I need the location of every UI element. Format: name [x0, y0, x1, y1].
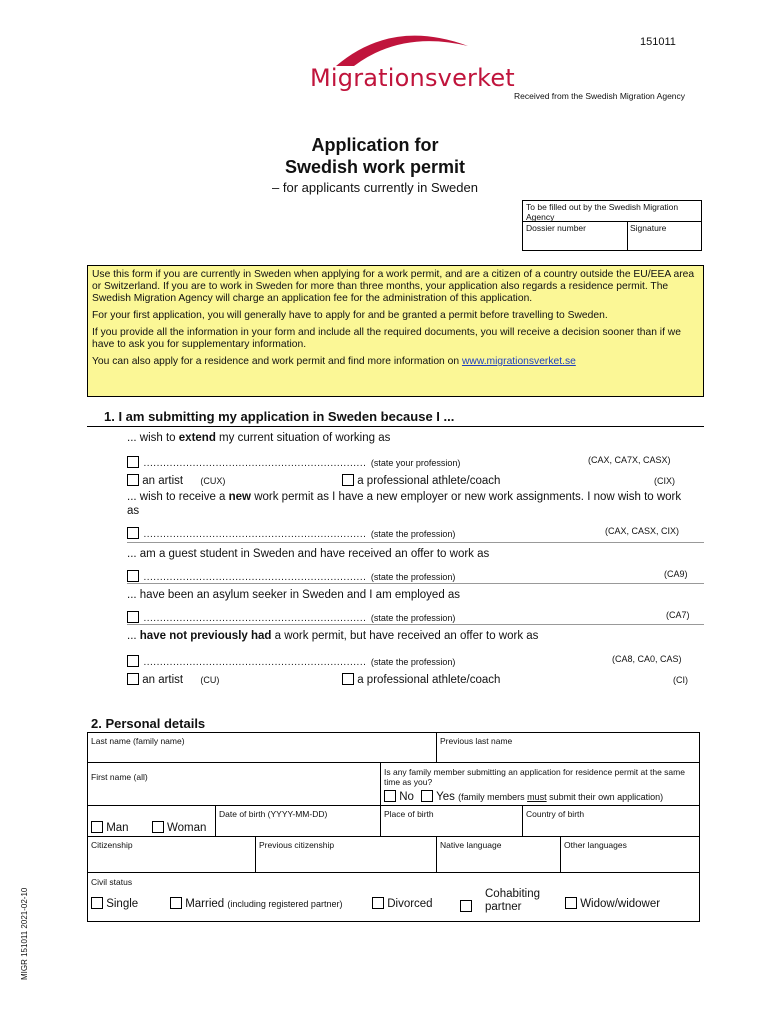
agency-box-heading: To be filled out by the Swedish Migration Agency	[526, 202, 679, 222]
form-number: 151011	[640, 36, 676, 48]
info-paragraph-4: You can also apply for a residence and work permit and find more information on www.migrationsverket.se	[92, 356, 576, 367]
not-previously-artist-row: an artist (CU)	[127, 673, 219, 686]
guest-profession-field[interactable]: ....................................................................	[143, 572, 367, 583]
not-previously-profession-field[interactable]: ....................................................................	[143, 657, 367, 668]
civil-widow: Widow/widower	[565, 897, 660, 910]
migrationsverket-link[interactable]: www.migrationsverket.se	[461, 356, 576, 367]
new-permit-heading: ... wish to receive a new work permit as I have a new employer or new work assignments. I now wish to work as	[127, 491, 682, 517]
guest-code: (CA9)	[664, 569, 688, 579]
previous-citizenship-label: Previous citizenship	[259, 840, 335, 850]
title-line-1: Application for	[311, 135, 439, 155]
extend-athlete-code: (CIX)	[654, 476, 675, 486]
logo-arc-icon	[332, 32, 472, 68]
guest-heading: ... am a guest student in Sweden and have received an offer to work as	[127, 548, 490, 560]
civil-cohabiting	[460, 897, 472, 915]
dossier-number-label: Dossier number	[526, 223, 586, 233]
signature-label: Signature	[630, 223, 667, 233]
widow-checkbox[interactable]	[565, 897, 577, 909]
page-subtitle: – for applicants currently in Sweden	[272, 180, 478, 195]
extend-artist-checkbox[interactable]	[127, 474, 139, 486]
title-line-2: Swedish work permit	[284, 157, 466, 177]
civil-married: Married (including registered partner)	[170, 897, 342, 910]
citizenship-label: Citizenship	[91, 840, 133, 850]
married-checkbox[interactable]	[170, 897, 182, 909]
not-previously-heading: ... have not previously had a work permit, but have received an offer to work as	[127, 630, 539, 642]
page-title	[200, 134, 550, 178]
family-question-label: Is any family member submitting an application for residence permit at the same time as you?	[384, 767, 685, 787]
first-name-label: First name (all)	[91, 772, 148, 782]
not-previously-checkbox[interactable]	[127, 655, 139, 667]
date-of-birth-label: Date of birth (YYYY-MM-DD)	[219, 809, 328, 819]
not-previously-codes: (CA8, CA0, CAS)	[612, 654, 682, 664]
extend-artist-row: an artist (CUX)	[127, 474, 225, 487]
asylum-heading: ... have been an asylum seeker in Sweden and I am employed as	[127, 589, 461, 601]
not-previously-athlete-code: (CI)	[673, 675, 688, 685]
country-of-birth-label: Country of birth	[526, 809, 585, 819]
guest-checkbox[interactable]	[127, 570, 139, 582]
single-checkbox[interactable]	[91, 897, 103, 909]
civil-status-label: Civil status	[91, 877, 133, 887]
not-previously-artist-checkbox[interactable]	[127, 673, 139, 685]
man-checkbox[interactable]	[91, 821, 103, 833]
info-paragraph-3: If you provide all the information in your form and include all the required documents, you will receive a decision sooner than if we have to ask you for supplementary information.	[92, 327, 681, 350]
extend-codes: (CAX, CA7X, CASX)	[588, 455, 671, 465]
previous-last-name-label: Previous last name	[440, 736, 513, 746]
asylum-code: (CA7)	[666, 610, 690, 620]
place-of-birth-label: Place of birth	[384, 809, 434, 819]
last-name-label: Last name (family name)	[91, 736, 185, 746]
family-no-checkbox[interactable]	[384, 790, 396, 802]
info-box	[87, 265, 704, 397]
woman-checkbox[interactable]	[152, 821, 164, 833]
cohabiting-label: Cohabiting partner	[485, 888, 540, 913]
section-2-title: 2. Personal details	[91, 716, 206, 731]
section-1-divider	[87, 426, 704, 427]
received-from-label: Received from the Swedish Migration Agency	[514, 91, 686, 101]
new-permit-codes: (CAX, CASX, CIX)	[605, 526, 680, 536]
asylum-profession-field[interactable]: ....................................................................	[143, 613, 367, 624]
info-paragraph-1: Use this form if you are currently in Sweden when applying for a work permit, and are a citizen of a country outside the EU/EEA area or Switzerland. If you are to work in Sweden for more than three months, your application also regards a residence permit. The Swedish Migration Agency will charge an application fee for the administration of this application.	[92, 269, 695, 304]
section-1-title: 1. I am submitting my application in Sweden because I ...	[104, 409, 455, 424]
new-permit-checkbox[interactable]	[127, 527, 139, 539]
info-paragraph-2: For your first application, you will generally have to apply for and be granted a permit before travelling to Sweden.	[92, 310, 608, 321]
agency-use-box	[522, 200, 702, 251]
native-language-label: Native language	[440, 840, 502, 850]
extend-athlete-row: a professional athlete/coach	[342, 474, 500, 487]
migrationsverket-logo	[310, 32, 515, 94]
other-languages-label: Other languages	[564, 840, 627, 850]
family-yes-checkbox[interactable]	[421, 790, 433, 802]
new-permit-row: .................................................................... (state the profession)	[127, 524, 455, 542]
asylum-row: .................................................................... (state the profession)	[127, 608, 455, 626]
extend-athlete-checkbox[interactable]	[342, 474, 354, 486]
civil-single: Single	[91, 897, 138, 910]
extend-checkbox[interactable]	[127, 456, 139, 468]
side-form-code: MIGR 151011 2021-02-10	[20, 887, 29, 980]
not-previously-row: .................................................................... (state the profession)	[127, 652, 455, 670]
gender-row: Man Woman	[91, 821, 206, 834]
cohabiting-checkbox[interactable]	[460, 900, 472, 912]
extend-heading: ... wish to extend my current situation of working as	[127, 432, 391, 444]
guest-row: .................................................................... (state the profession)	[127, 567, 455, 585]
extend-profession-field[interactable]: ....................................................................	[143, 458, 367, 469]
not-previously-athlete-checkbox[interactable]	[342, 673, 354, 685]
asylum-checkbox[interactable]	[127, 611, 139, 623]
new-permit-profession-field[interactable]: ....................................................................	[143, 529, 367, 540]
civil-divorced: Divorced	[372, 897, 433, 910]
divorced-checkbox[interactable]	[372, 897, 384, 909]
not-previously-athlete-row: a professional athlete/coach	[342, 673, 500, 686]
extend-row: .................................................................... (state your profession)	[127, 453, 460, 471]
family-answer-row: No Yes (family members must submit their own application)	[384, 790, 663, 803]
logo-text: Migrationsverket	[310, 64, 515, 92]
